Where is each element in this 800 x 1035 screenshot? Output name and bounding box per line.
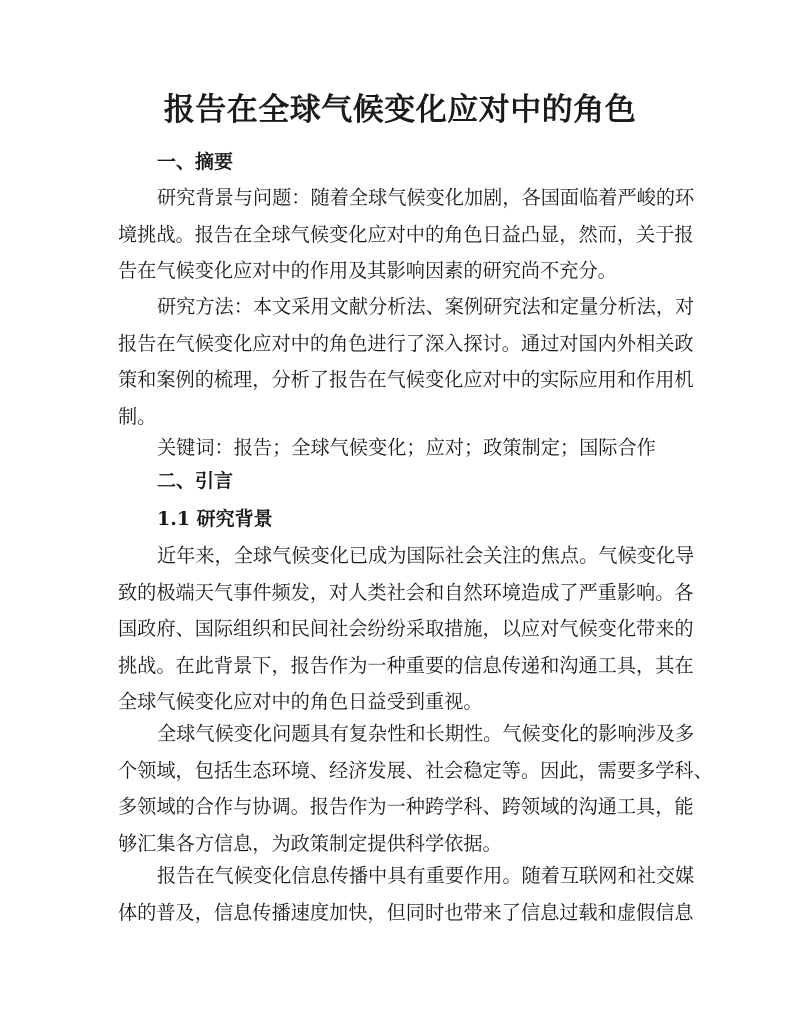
text-line: 报告在气候变化应对中的角色进行了深入探讨。通过对国内外相关政	[118, 331, 694, 355]
text-line: 全球气候变化问题具有复杂性和长期性。气候变化的影响涉及多	[157, 722, 695, 745]
paragraph-intro-2	[118, 716, 713, 862]
text-line: 国政府、国际组织和民间社会纷纷采取措施，以应对气候变化带来的	[118, 617, 694, 640]
keywords-line	[118, 430, 686, 467]
text-line: 够汇集各方信息，为政策制定提供科学依据。	[118, 831, 502, 855]
text-line: 致的极端天气事件频发，对人类社会和自然环境造成了严重影响。各	[118, 580, 694, 604]
text-line: 境挑战。报告在全球气候变化应对中的角色日益凸显，然而，关于报	[118, 222, 694, 246]
text-line: 研究方法：本文采用文献分析法、案例研究法和定量分析法，对	[157, 295, 695, 318]
text-line: 多领域的合作与协调。报告作为一种跨学科、跨领域的沟通工具，能	[118, 795, 694, 818]
text-line: 研究背景与问题：随着全球气候变化加剧，各国面临着严峻的环	[157, 186, 695, 209]
text-line: 报告在气候变化信息传播中具有重要作用。随着互联网和社交媒	[157, 864, 695, 887]
text-line: 制。	[118, 404, 157, 428]
text-line: 关键词：报告；全球气候变化；应对；政策制定；国际合作	[157, 436, 656, 459]
paragraph-intro-3	[118, 858, 695, 931]
text-line: 体的普及，信息传播速度加快，但同时也带来了信息过载和虚假信息	[118, 900, 694, 924]
text-line: 策和案例的梳理，分析了报告在气候变化应对中的实际应用和作用机	[118, 368, 694, 391]
subsection-heading-background: 1.1 研究背景	[157, 508, 273, 530]
section-heading-abstract: 一、摘要	[157, 151, 234, 173]
text-line: 个领域，包括生态环境、经济发展、社会稳定等。因此，需要多学科、	[118, 758, 713, 782]
paragraph-research-background	[118, 180, 695, 290]
document-title: 报告在全球气候变化应对中的角色	[163, 92, 637, 128]
text-line: 告在气候变化应对中的作用及其影响因素的研究尚不充分。	[118, 259, 617, 282]
text-line: 近年来，全球气候变化已成为国际社会关注的焦点。气候变化导	[157, 544, 695, 567]
text-line: 挑战。在此背景下，报告作为一种重要的信息传递和沟通工具，其在	[118, 653, 694, 677]
text-line: 全球气候变化应对中的角色日益受到重视。	[118, 690, 483, 713]
paragraph-research-method	[118, 289, 695, 435]
section-heading-introduction: 二、引言	[157, 470, 234, 492]
paragraph-intro-1	[118, 538, 695, 721]
